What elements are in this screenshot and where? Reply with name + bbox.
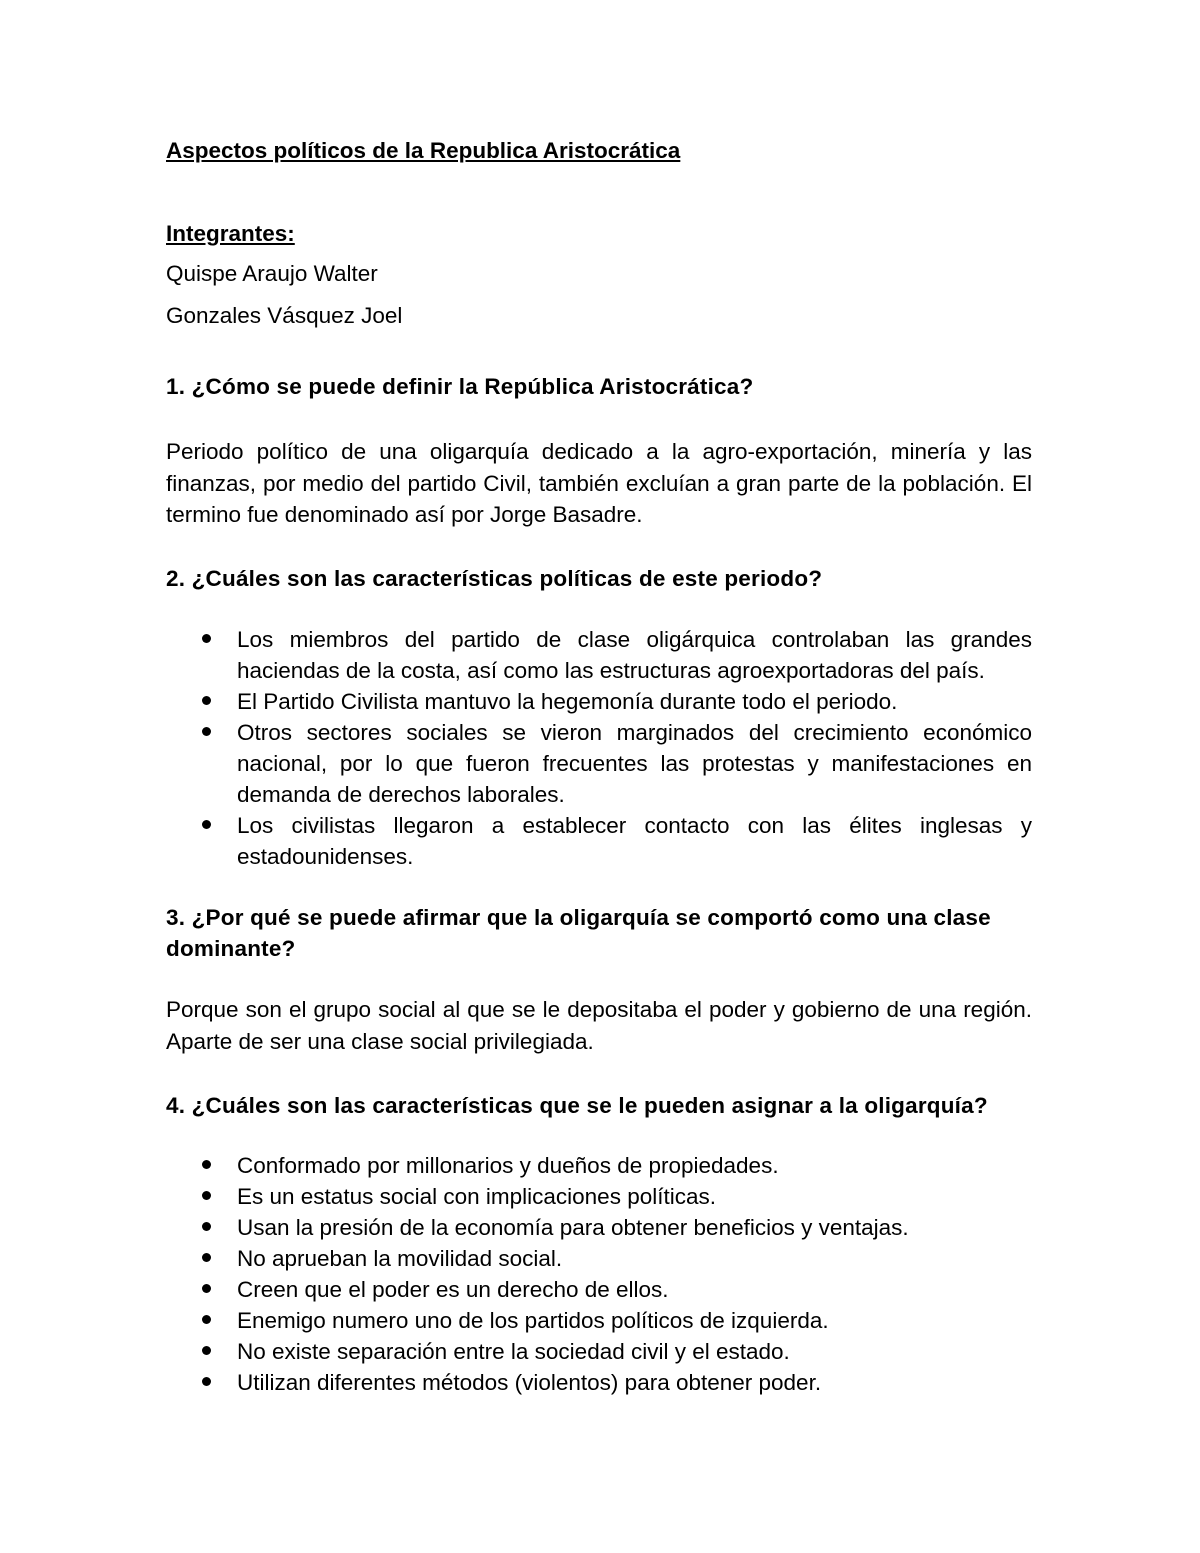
list-item: Es un estatus social con implicaciones políticas. [166,1181,1032,1212]
bullet-list-4 [166,1150,1032,1398]
list-item: Otros sectores sociales se vieron marginados del crecimiento económico nacional, por lo que fueron frecuentes las protestas y manifestaciones en demanda de derechos laborales. [166,717,1032,810]
answer-3: Porque son el grupo social al que se le depositaba el poder y gobierno de una región. Aparte de ser una clase social privilegiada. [166,997,1032,1054]
list-item: Conformado por millonarios y dueños de propiedades. [166,1150,1032,1181]
bullet-icon [202,1315,211,1324]
question-4: 4. ¿Cuáles son las características que se le pueden asignar a la oligarquía? [166,1093,988,1118]
bullet-icon [202,1377,211,1386]
bullet-icon [202,1253,211,1262]
list-item: Utilizan diferentes métodos (violentos) para obtener poder. [166,1367,1032,1398]
member-name: Quispe Araujo Walter [166,261,378,286]
bullet-icon [202,1346,211,1355]
list-item: Enemigo numero uno de los partidos políticos de izquierda. [166,1305,1032,1336]
bullet-list-2 [166,624,1032,872]
answer-1: Periodo político de una oligarquía dedicado a la agro-exportación, minería y las finanzas, por medio del partido Civil, también excluían a gran parte de la población. El termino fue denominado así por Jorge Basadre. [166,439,1032,527]
bullet-icon [202,820,211,829]
bullet-icon [202,1191,211,1200]
bullet-icon [202,727,211,736]
list-item: No existe separación entre la sociedad civil y el estado. [166,1336,1032,1367]
list-item: Usan la presión de la economía para obtener beneficios y ventajas. [166,1212,1032,1243]
list-item: No aprueban la movilidad social. [166,1243,1032,1274]
question-1: 1. ¿Cómo se puede definir la República Aristocrática? [166,374,754,399]
member-name: Gonzales Vásquez Joel [166,303,403,328]
bullet-icon [202,634,211,643]
list-item: Creen que el poder es un derecho de ellos. [166,1274,1032,1305]
bullet-icon [202,1160,211,1169]
question-2: 2. ¿Cuáles son las características políticas de este periodo? [166,566,823,591]
list-item: Los civilistas llegaron a establecer contacto con las élites inglesas y estadounidenses. [166,810,1032,872]
question-3: 3. ¿Por qué se puede afirmar que la oligarquía se comportó como una clase dominante? [166,905,991,961]
bullet-icon [202,1222,211,1231]
members-label: Integrantes: [166,221,295,246]
list-item: El Partido Civilista mantuvo la hegemonía durante todo el periodo. [166,686,1032,717]
bullet-icon [202,1284,211,1293]
document-title: Aspectos políticos de la Republica Aristocrática [166,138,681,163]
list-item: Los miembros del partido de clase oligárquica controlaban las grandes haciendas de la costa, así como las estructuras agroexportadoras del país. [166,624,1032,686]
bullet-icon [202,696,211,705]
